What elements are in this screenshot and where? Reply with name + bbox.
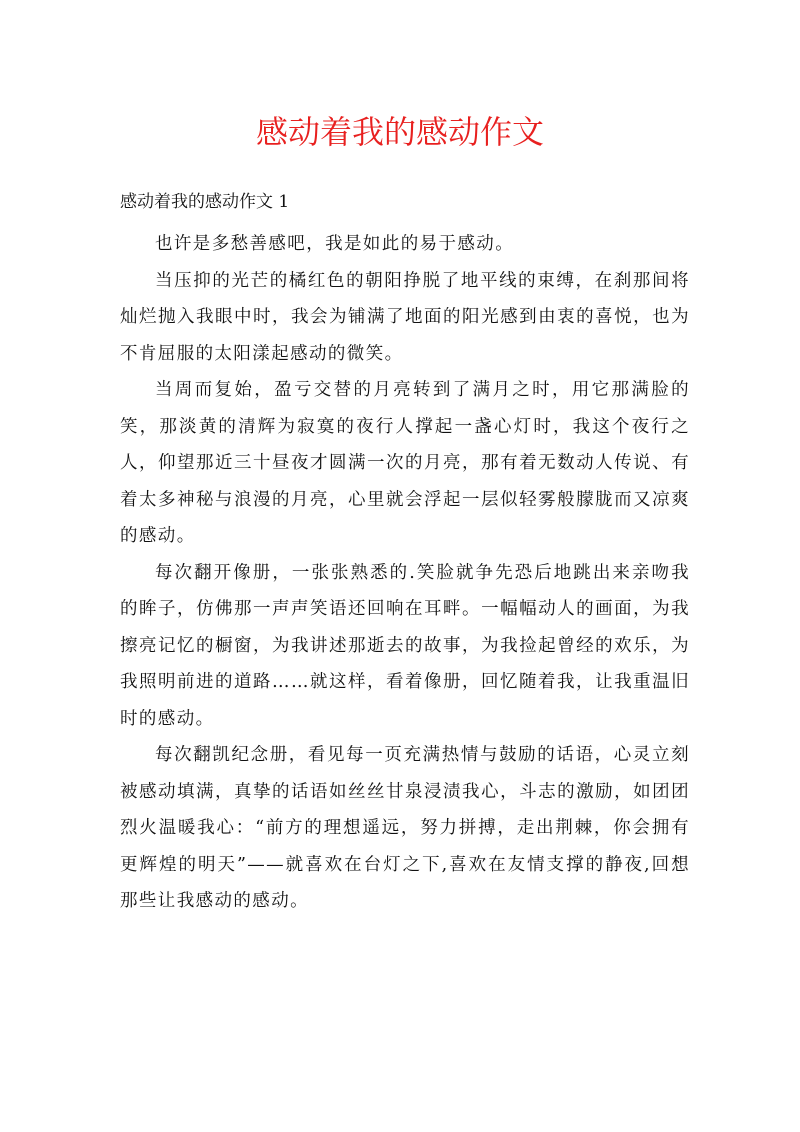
paragraph-3: 当周而复始，盈亏交替的月亮转到了满月之时，用它那满脸的笑，那淡黄的清辉为寂寞的夜行人撑起一盏心灯时，我这个夜行之人，仰望那近三十昼夜才圆满一次的月亮，那有着无数动人传说、有着太多神秘与浪漫的月亮，心里就会浮起一层似轻雾般朦胧而又凉爽的感动。 [120,380,690,546]
paragraph-1: 也许是多愁善感吧，我是如此的易于感动。 [155,234,515,254]
section-heading: 感动着我的感动作文 1 [120,192,290,212]
paragraph-2: 当压抑的光芒的橘红色的朝阳挣脱了地平线的束缚，在刹那间将灿烂抛入我眼中时，我会为铺满了地面的阳光感到由衷的喜悦，也为不肯屈服的太阳漾起感动的微笑。 [120,270,690,364]
paragraph-4: 每次翻开像册，一张张熟悉的.笑脸就争先恐后地跳出来亲吻我的眸子，仿佛那一声声笑语还回响在耳畔。一幅幅动人的画面，为我擦亮记忆的橱窗，为我讲述那逝去的故事，为我捡起曾经的欢乐，为我照明前进的道路……就这样，看着像册，回忆随着我，让我重温旧时的感动。 [120,562,690,729]
page-title: 感动着我的感动作文 [255,113,544,151]
article-body [120,226,690,920]
paragraph-5: 每次翻凯纪念册，看见每一页充满热情与鼓励的话语，心灵立刻被感动填满，真挚的话语如丝丝甘泉浸渍我心，斗志的激励，如团团烈火温暖我心：“前方的理想遥远，努力拼搏，走出荆棘，你会拥有更辉煌的明天”——就喜欢在台灯之下,喜欢在友情支撑的静夜,回想那些让我感动的感动。 [120,745,690,911]
